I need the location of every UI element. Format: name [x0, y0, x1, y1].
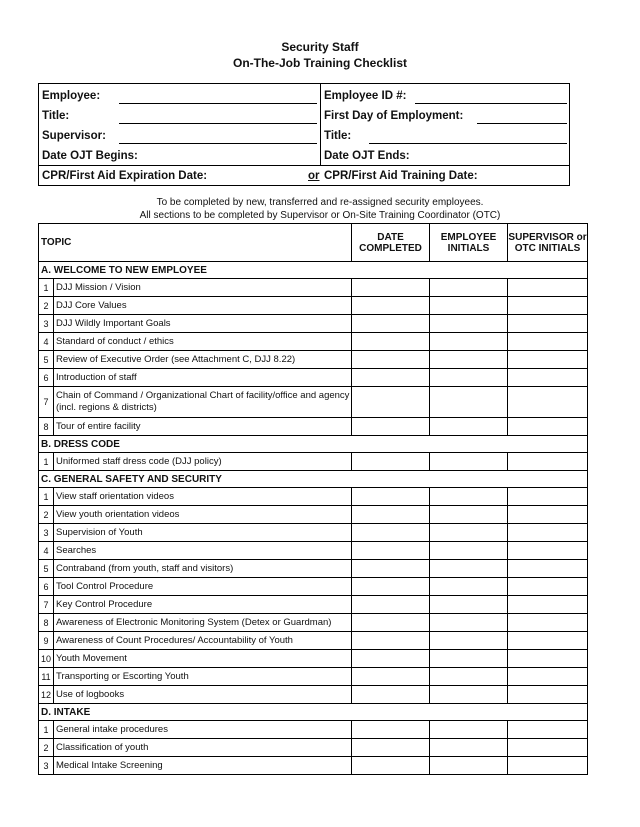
supervisor-initials-cell[interactable] [508, 668, 588, 686]
item-topic: Classification of youth [54, 739, 352, 757]
item-topic: General intake procedures [54, 721, 352, 739]
form-subtitle: On-The-Job Training Checklist [232, 56, 408, 70]
date-completed-cell[interactable] [352, 596, 430, 614]
supervisor-initials-cell[interactable] [508, 596, 588, 614]
item-topic: Contraband (from youth, staff and visitors) [54, 560, 352, 578]
date-completed-cell[interactable] [352, 650, 430, 668]
table-row [39, 279, 588, 297]
item-topic: Standard of conduct / ethics [54, 333, 352, 351]
table-row [39, 351, 588, 369]
date-completed-cell[interactable] [352, 453, 430, 471]
supervisor-initials-cell[interactable] [508, 315, 588, 333]
item-topic: DJJ Core Values [54, 297, 352, 315]
item-topic: Chain of Command / Organizational Chart of facility/office and agency (incl. regions & districts) [54, 387, 352, 418]
date-completed-cell[interactable] [352, 757, 430, 775]
table-row [39, 315, 588, 333]
table-row [39, 757, 588, 775]
employee-initials-cell[interactable] [430, 650, 508, 668]
supervisor-initials-cell[interactable] [508, 560, 588, 578]
supervisor-initials-cell[interactable] [508, 369, 588, 387]
date-completed-cell[interactable] [352, 488, 430, 506]
employee-initials-cell[interactable] [430, 614, 508, 632]
item-number: 4 [39, 333, 54, 351]
section-title: A. WELCOME TO NEW EMPLOYEE [39, 262, 588, 279]
supervisor-initials-cell[interactable] [508, 506, 588, 524]
table-row [39, 596, 588, 614]
supervisor-initials-cell[interactable] [508, 297, 588, 315]
instruction-note-1: To be completed by new, transferred and re-assigned security employees. [156, 197, 484, 208]
table-row [39, 632, 588, 650]
table-row [39, 686, 588, 704]
item-number: 1 [39, 279, 54, 297]
cpr-expiration-label: CPR/First Aid Expiration Date: [42, 170, 208, 182]
table-header-row [39, 224, 588, 262]
table-row [39, 542, 588, 560]
first-day-label: First Day of Employment: [324, 110, 464, 122]
employee-info-box [38, 83, 570, 186]
supervisor-initials-header: SUPERVISOR or OTC INITIALS [508, 224, 588, 262]
table-row [39, 614, 588, 632]
item-topic: Tour of entire facility [54, 418, 352, 436]
title-left-label: Title: [42, 110, 70, 122]
item-topic: Searches [54, 542, 352, 560]
table-row [39, 560, 588, 578]
item-number: 10 [39, 650, 54, 668]
item-topic: Uniformed staff dress code (DJJ policy) [54, 453, 352, 471]
table-row [39, 578, 588, 596]
section-title: C. GENERAL SAFETY AND SECURITY [39, 471, 588, 488]
employee-field[interactable] [119, 103, 317, 104]
employee-initials-cell[interactable] [430, 721, 508, 739]
item-topic: Key Control Procedure [54, 596, 352, 614]
employee-initials-cell[interactable] [430, 757, 508, 775]
item-topic: Introduction of staff [54, 369, 352, 387]
supervisor-field[interactable] [119, 143, 317, 144]
section-header-row [39, 704, 588, 721]
first-day-field[interactable] [477, 123, 567, 124]
date-completed-cell[interactable] [352, 686, 430, 704]
supervisor-initials-cell[interactable] [508, 333, 588, 351]
section-title: B. DRESS CODE [39, 436, 588, 453]
date-completed-cell[interactable] [352, 418, 430, 436]
employee-initials-cell[interactable] [430, 560, 508, 578]
title-left-field[interactable] [119, 123, 317, 124]
supervisor-initials-cell[interactable] [508, 650, 588, 668]
supervisor-initials-cell[interactable] [508, 524, 588, 542]
supervisor-initials-cell[interactable] [508, 757, 588, 775]
supervisor-initials-cell[interactable] [508, 578, 588, 596]
item-topic: Awareness of Count Procedures/ Accountability of Youth [54, 632, 352, 650]
item-number: 11 [39, 668, 54, 686]
supervisor-initials-cell[interactable] [508, 721, 588, 739]
table-row [39, 369, 588, 387]
date-completed-cell[interactable] [352, 369, 430, 387]
date-completed-cell[interactable] [352, 315, 430, 333]
date-completed-cell[interactable] [352, 506, 430, 524]
employee-initials-cell[interactable] [430, 739, 508, 757]
item-topic: Supervision of Youth [54, 524, 352, 542]
item-number: 5 [39, 351, 54, 369]
supervisor-initials-cell[interactable] [508, 453, 588, 471]
employee-initials-cell[interactable] [430, 453, 508, 471]
info-row-separator [39, 165, 569, 166]
item-number: 3 [39, 757, 54, 775]
date-completed-cell[interactable] [352, 387, 430, 418]
or-text: or [308, 170, 320, 182]
table-row [39, 387, 588, 418]
item-topic: View youth orientation videos [54, 506, 352, 524]
item-number: 2 [39, 506, 54, 524]
date-completed-cell[interactable] [352, 524, 430, 542]
date-completed-cell[interactable] [352, 297, 430, 315]
section-title: D. INTAKE [39, 704, 588, 721]
employee-initials-cell[interactable] [430, 668, 508, 686]
date-completed-cell[interactable] [352, 578, 430, 596]
employee-initials-cell[interactable] [430, 333, 508, 351]
item-topic: Medical Intake Screening [54, 757, 352, 775]
supervisor-initials-cell[interactable] [508, 739, 588, 757]
employee-label: Employee: [42, 90, 101, 102]
supervisor-initials-cell[interactable] [508, 686, 588, 704]
topic-header: TOPIC [39, 224, 352, 262]
item-topic: Tool Control Procedure [54, 578, 352, 596]
table-row [39, 333, 588, 351]
table-row [39, 453, 588, 471]
date-completed-cell[interactable] [352, 542, 430, 560]
employee-initials-cell[interactable] [430, 488, 508, 506]
employee-initials-cell[interactable] [430, 297, 508, 315]
section-header-row [39, 436, 588, 453]
info-divider [320, 84, 321, 165]
table-row [39, 297, 588, 315]
table-row [39, 524, 588, 542]
item-number: 6 [39, 369, 54, 387]
table-row [39, 488, 588, 506]
employee-initials-cell[interactable] [430, 632, 508, 650]
date-completed-header: DATE COMPLETED [352, 224, 430, 262]
employee-initials-cell[interactable] [430, 524, 508, 542]
form-title: Security Staff [281, 40, 359, 54]
item-topic: Transporting or Escorting Youth [54, 668, 352, 686]
employee-initials-cell[interactable] [430, 387, 508, 418]
item-number: 3 [39, 524, 54, 542]
employee-id-label: Employee ID #: [324, 90, 407, 102]
supervisor-initials-cell[interactable] [508, 488, 588, 506]
supervisor-initials-cell[interactable] [508, 632, 588, 650]
supervisor-initials-cell[interactable] [508, 542, 588, 560]
date-completed-cell[interactable] [352, 560, 430, 578]
item-number: 1 [39, 453, 54, 471]
date-completed-cell[interactable] [352, 614, 430, 632]
item-topic: DJJ Wildly Important Goals [54, 315, 352, 333]
ojt-ends-label: Date OJT Ends: [324, 150, 410, 162]
item-number: 12 [39, 686, 54, 704]
item-number: 6 [39, 578, 54, 596]
title-right-field[interactable] [369, 143, 567, 144]
supervisor-initials-cell[interactable] [508, 351, 588, 369]
item-topic: DJJ Mission / Vision [54, 279, 352, 297]
date-completed-cell[interactable] [352, 668, 430, 686]
employee-initials-cell[interactable] [430, 279, 508, 297]
table-row [39, 668, 588, 686]
supervisor-initials-cell[interactable] [508, 387, 588, 418]
cpr-training-label: CPR/First Aid Training Date: [324, 170, 478, 182]
item-topic: Use of logbooks [54, 686, 352, 704]
supervisor-label: Supervisor: [42, 130, 106, 142]
employee-initials-cell[interactable] [430, 686, 508, 704]
employee-initials-cell[interactable] [430, 369, 508, 387]
section-header-row [39, 471, 588, 488]
item-number: 9 [39, 632, 54, 650]
supervisor-initials-cell[interactable] [508, 279, 588, 297]
table-row [39, 506, 588, 524]
employee-initials-cell[interactable] [430, 578, 508, 596]
item-number: 5 [39, 560, 54, 578]
ojt-begins-label: Date OJT Begins: [42, 150, 138, 162]
item-number: 7 [39, 387, 54, 418]
supervisor-initials-cell[interactable] [508, 614, 588, 632]
table-row [39, 721, 588, 739]
training-checklist-table [38, 223, 588, 775]
instruction-note-2: All sections to be completed by Supervisor or On-Site Training Coordinator (OTC) [139, 210, 501, 221]
date-completed-cell[interactable] [352, 739, 430, 757]
item-number: 2 [39, 739, 54, 757]
item-number: 1 [39, 721, 54, 739]
item-number: 3 [39, 315, 54, 333]
employee-initials-cell[interactable] [430, 315, 508, 333]
date-completed-cell[interactable] [352, 279, 430, 297]
table-row [39, 650, 588, 668]
item-number: 7 [39, 596, 54, 614]
item-topic: Youth Movement [54, 650, 352, 668]
title-right-label: Title: [324, 130, 352, 142]
date-completed-cell[interactable] [352, 351, 430, 369]
item-number: 8 [39, 614, 54, 632]
date-completed-cell[interactable] [352, 721, 430, 739]
item-topic: View staff orientation videos [54, 488, 352, 506]
item-number: 8 [39, 418, 54, 436]
item-topic: Awareness of Electronic Monitoring System (Detex or Guardman) [54, 614, 352, 632]
employee-initials-cell[interactable] [430, 418, 508, 436]
section-header-row [39, 262, 588, 279]
item-number: 1 [39, 488, 54, 506]
employee-id-field[interactable] [415, 103, 567, 104]
table-row [39, 739, 588, 757]
item-topic: Review of Executive Order (see Attachment C, DJJ 8.22) [54, 351, 352, 369]
supervisor-initials-cell[interactable] [508, 418, 588, 436]
employee-initials-cell[interactable] [430, 506, 508, 524]
date-completed-cell[interactable] [352, 333, 430, 351]
employee-initials-header: EMPLOYEE INITIALS [430, 224, 508, 262]
item-number: 4 [39, 542, 54, 560]
employee-initials-cell[interactable] [430, 351, 508, 369]
item-number: 2 [39, 297, 54, 315]
date-completed-cell[interactable] [352, 632, 430, 650]
employee-initials-cell[interactable] [430, 542, 508, 560]
table-row [39, 418, 588, 436]
employee-initials-cell[interactable] [430, 596, 508, 614]
